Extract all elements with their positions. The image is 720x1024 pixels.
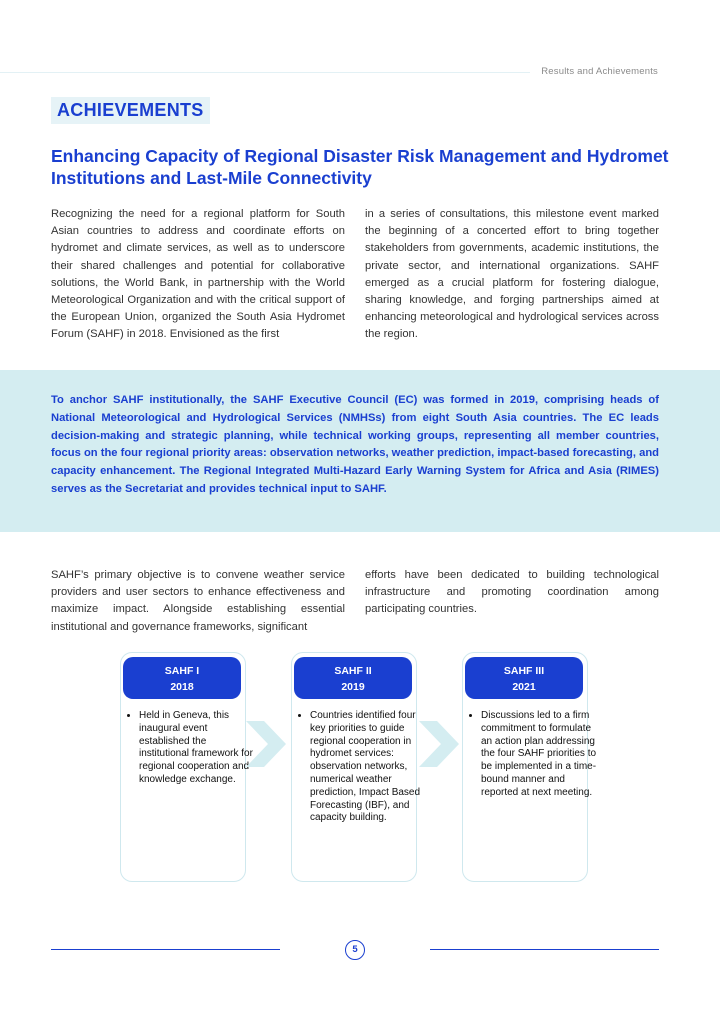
objective-paragraph-left: SAHF’s primary objective is to convene weather service providers and user sectors to enhance effectiveness and maximize impact. Alongside establishing essential institutional and governance frameworks, significant xyxy=(51,569,345,633)
event-name: SAHF III xyxy=(503,665,545,677)
event-description: • Held in Geneva, this inaugural event established the institutional framework for regional cooperation and knowledge exchange. xyxy=(139,710,255,787)
intro-paragraph-right: in a series of consultations, this milestone event marked the beginning of a concerted effort to bring together stakeholders from governments, academic institutions, the private sector, and international organizations. SAHF emerged as a crucial platform for fostering dialogue, sharing knowledge, and forging partnerships aimed at enhancing meteorological and hydrological services across the region. xyxy=(365,208,659,341)
achievements-label: ACHIEVEMENTS xyxy=(51,97,210,124)
event-description-list xyxy=(296,710,426,825)
event-name: SAHF I xyxy=(164,665,200,677)
timeline-card-header xyxy=(465,657,583,699)
intro-paragraph-left: Recognizing the need for a regional platform for South Asian countries to address and coordinate efforts on hydromet and climate services, as well as to underscore their shared challenges and potential for collaborative solutions, the World Bank, in partnership with the World Meteorological Organization and with the critical support of the European Union, organized the South Asia Hydromet Forum (SAHF) in 2018. Envisioned as the first xyxy=(51,208,345,341)
event-description: • Discussions led to a firm commitment to formulate an action plan addressing the four SAHF priorities to be implemented in a time-bound manner and reported at next meeting. xyxy=(481,710,597,800)
event-description-list xyxy=(467,710,597,800)
highlight-text: To anchor SAHF institutionally, the SAHF Executive Council (EC) was formed in 2019, comprising heads of National Meteorological and Hydrological Services (NMHSs) from eight South Asia countries. The EC leads decision-making and strategic planning, while technical working groups, representing all member countries, focus on the four regional priority areas: observation networks, weather prediction, impact-based forecasting, and capacity enhancement. The Regional Integrated Multi-Hazard Early Warning System for Africa and Asia (RIMES) serves as the Secretariat and provides technical input to SAHF. xyxy=(51,394,659,495)
event-year: 2021 xyxy=(512,681,536,693)
timeline-card-sahf-1 xyxy=(120,652,253,882)
objective-paragraph-right: efforts have been dedicated to building technological infrastructure and promoting coordination among participating countries. xyxy=(365,569,659,616)
timeline-card-sahf-3 xyxy=(462,652,597,882)
page-number: 5 xyxy=(345,940,365,960)
event-year: 2018 xyxy=(170,681,194,693)
event-description: • Countries identified four key priorities to guide regional cooperation in hydromet services: observation networks, numerical weather prediction, Impact Based Forecasting (IBF), and capacity building. xyxy=(310,710,426,825)
footer-rule-left xyxy=(51,949,280,950)
chevron-right-icon xyxy=(419,721,459,767)
event-description-list xyxy=(125,710,255,787)
timeline-card-header xyxy=(294,657,412,699)
footer-rule-right xyxy=(430,949,659,950)
section-title: Enhancing Capacity of Regional Disaster Risk Management and Hydromet Institutions and Last-Mile Connectivity xyxy=(51,146,669,188)
event-name: SAHF II xyxy=(334,665,372,677)
event-year: 2019 xyxy=(341,681,365,693)
header-rule xyxy=(0,72,530,73)
timeline-card-header xyxy=(123,657,241,699)
chevron-right-icon xyxy=(246,721,286,767)
timeline-card-sahf-2 xyxy=(291,652,421,882)
running-header: Results and Achievements xyxy=(541,66,658,77)
